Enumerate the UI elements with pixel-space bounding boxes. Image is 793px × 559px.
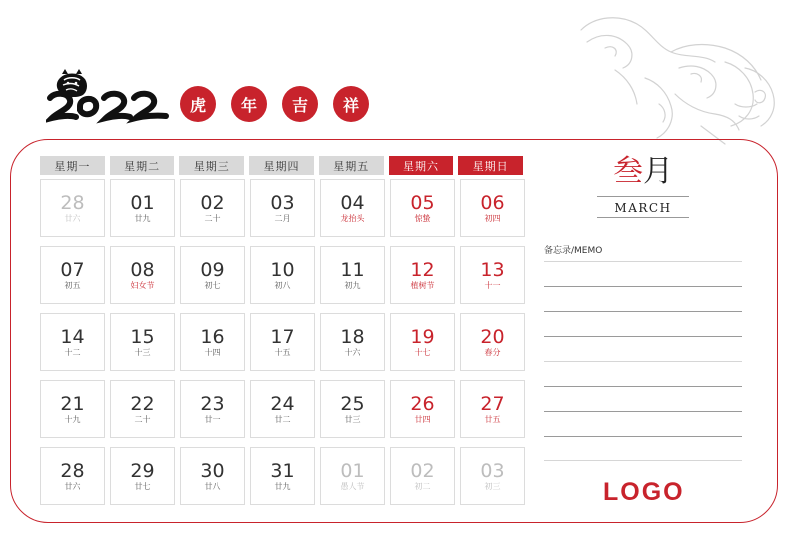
day-lunar-date: 廿七 [134, 482, 151, 491]
day-lunar-date: 妇女节 [130, 281, 155, 290]
weekday-header-sunday: 星期日 [458, 156, 523, 175]
day-lunar-date: 初三 [484, 482, 501, 491]
day-number: 05 [410, 192, 435, 214]
day-number: 13 [480, 259, 505, 281]
day-lunar-date: 初八 [274, 281, 291, 290]
day-lunar-date: 廿九 [274, 482, 291, 491]
day-lunar-date: 十一 [484, 281, 501, 290]
day-cell[interactable] [40, 246, 105, 304]
memo-line [544, 286, 742, 287]
day-cell[interactable] [320, 313, 385, 371]
day-cell[interactable] [250, 447, 315, 505]
month-char: 月 [643, 154, 673, 189]
day-number: 04 [340, 192, 365, 214]
day-number: 11 [340, 259, 365, 281]
day-cell[interactable] [180, 246, 245, 304]
day-lunar-date: 廿五 [484, 415, 501, 424]
day-cell[interactable] [180, 179, 245, 237]
day-number: 14 [60, 326, 85, 348]
day-number: 25 [340, 393, 365, 415]
memo-line [544, 336, 742, 337]
day-number: 24 [270, 393, 295, 415]
day-number: 19 [410, 326, 435, 348]
day-number: 09 [200, 259, 225, 281]
day-cell[interactable] [180, 313, 245, 371]
day-cell[interactable] [110, 380, 175, 438]
day-cell[interactable] [460, 380, 525, 438]
day-cell[interactable] [110, 313, 175, 371]
day-number: 02 [200, 192, 225, 214]
memo-line [544, 361, 742, 362]
day-number: 08 [130, 259, 155, 281]
day-lunar-date: 十二 [64, 348, 81, 357]
day-number: 28 [60, 192, 85, 214]
day-number: 07 [60, 259, 85, 281]
day-cell[interactable] [250, 246, 315, 304]
day-number: 06 [480, 192, 505, 214]
day-lunar-date: 十四 [204, 348, 221, 357]
day-number: 27 [480, 393, 505, 415]
day-lunar-date: 初四 [484, 214, 501, 223]
weekday-header-saturday: 星期六 [389, 156, 454, 175]
day-lunar-date: 二十 [134, 415, 151, 424]
weekday-header: 星期三 [179, 156, 244, 175]
day-lunar-date: 愚人节 [340, 482, 365, 491]
day-number: 12 [410, 259, 435, 281]
blessing-char-hu: 虎 [180, 86, 216, 122]
day-lunar-date: 十五 [274, 348, 291, 357]
day-lunar-date: 惊蛰 [414, 214, 431, 223]
memo-line [544, 460, 742, 461]
day-lunar-date: 十九 [64, 415, 81, 424]
month-english: MARCH [614, 201, 672, 215]
day-cell[interactable] [460, 313, 525, 371]
day-number: 16 [200, 326, 225, 348]
month-heading [597, 152, 689, 220]
day-number: 29 [130, 460, 155, 482]
day-lunar-date: 春分 [484, 348, 501, 357]
day-number: 18 [340, 326, 365, 348]
weekday-header: 星期二 [110, 156, 175, 175]
day-number: 10 [270, 259, 295, 281]
day-lunar-date: 二月 [274, 214, 291, 223]
blessing-char-nian: 年 [231, 86, 267, 122]
day-cell[interactable] [110, 246, 175, 304]
month-divider [597, 196, 689, 197]
day-number: 21 [60, 393, 85, 415]
weekday-header-row [40, 156, 523, 175]
day-number: 26 [410, 393, 435, 415]
day-cell[interactable] [180, 380, 245, 438]
year-2022-brush-logo [46, 68, 170, 124]
weekday-header: 星期四 [249, 156, 314, 175]
day-lunar-date: 初二 [414, 482, 431, 491]
day-cell[interactable] [250, 380, 315, 438]
day-lunar-date: 二十 [204, 214, 221, 223]
day-number: 01 [130, 192, 155, 214]
day-lunar-date: 植树节 [410, 281, 435, 290]
day-lunar-date: 廿六 [64, 214, 81, 223]
day-lunar-date: 廿四 [414, 415, 431, 424]
memo-label: 备忘录/MEMO [544, 246, 603, 256]
day-cell[interactable] [390, 380, 455, 438]
day-lunar-date: 十七 [414, 348, 431, 357]
day-number: 31 [270, 460, 295, 482]
day-cell[interactable] [320, 447, 385, 505]
day-cell[interactable] [390, 313, 455, 371]
day-cell[interactable] [390, 179, 455, 237]
weekday-header: 星期五 [319, 156, 384, 175]
day-cell[interactable] [460, 179, 525, 237]
day-cell[interactable] [460, 246, 525, 304]
day-lunar-date: 龙抬头 [340, 214, 365, 223]
memo-line [544, 411, 742, 412]
month-number-char: 叁 [613, 154, 643, 189]
day-cell[interactable] [390, 246, 455, 304]
day-lunar-date: 廿六 [64, 482, 81, 491]
day-lunar-date: 廿八 [204, 482, 221, 491]
day-cell[interactable] [40, 447, 105, 505]
day-cell[interactable] [110, 447, 175, 505]
memo-line [544, 311, 742, 312]
day-cell[interactable] [390, 447, 455, 505]
memo-line [544, 261, 742, 262]
month-title [597, 152, 689, 192]
day-cell[interactable] [250, 179, 315, 237]
weekday-header: 星期一 [40, 156, 105, 175]
blessing-char-xiang: 祥 [333, 86, 369, 122]
blessing-badges [180, 86, 369, 122]
day-cell[interactable] [320, 246, 385, 304]
day-cell[interactable] [460, 447, 525, 505]
day-cell[interactable] [40, 380, 105, 438]
memo-line [544, 436, 742, 437]
day-number: 02 [410, 460, 435, 482]
day-number: 03 [480, 460, 505, 482]
month-divider [597, 217, 689, 218]
day-cell[interactable] [40, 313, 105, 371]
day-lunar-date: 初五 [64, 281, 81, 290]
day-cell[interactable] [250, 313, 315, 371]
day-number: 30 [200, 460, 225, 482]
blessing-char-ji: 吉 [282, 86, 318, 122]
day-cell[interactable] [320, 380, 385, 438]
day-lunar-date: 初七 [204, 281, 221, 290]
day-lunar-date: 十六 [344, 348, 361, 357]
logo-placeholder: LOGO [603, 478, 685, 506]
day-lunar-date: 廿三 [344, 415, 361, 424]
day-lunar-date: 初九 [344, 281, 361, 290]
memo-line [544, 386, 742, 387]
day-cells [40, 179, 523, 505]
day-number: 23 [200, 393, 225, 415]
day-number: 03 [270, 192, 295, 214]
day-lunar-date: 廿一 [204, 415, 221, 424]
day-cell[interactable] [110, 179, 175, 237]
day-lunar-date: 廿九 [134, 214, 151, 223]
day-lunar-date: 廿二 [274, 415, 291, 424]
day-cell[interactable] [180, 447, 245, 505]
day-number: 17 [270, 326, 295, 348]
day-cell[interactable] [40, 179, 105, 237]
day-number: 15 [130, 326, 155, 348]
calendar-grid [40, 156, 523, 505]
day-lunar-date: 十三 [134, 348, 151, 357]
day-number: 22 [130, 393, 155, 415]
day-number: 28 [60, 460, 85, 482]
tiger-line-art-decoration [575, 8, 785, 150]
day-cell[interactable] [320, 179, 385, 237]
day-number: 01 [340, 460, 365, 482]
day-number: 20 [480, 326, 505, 348]
